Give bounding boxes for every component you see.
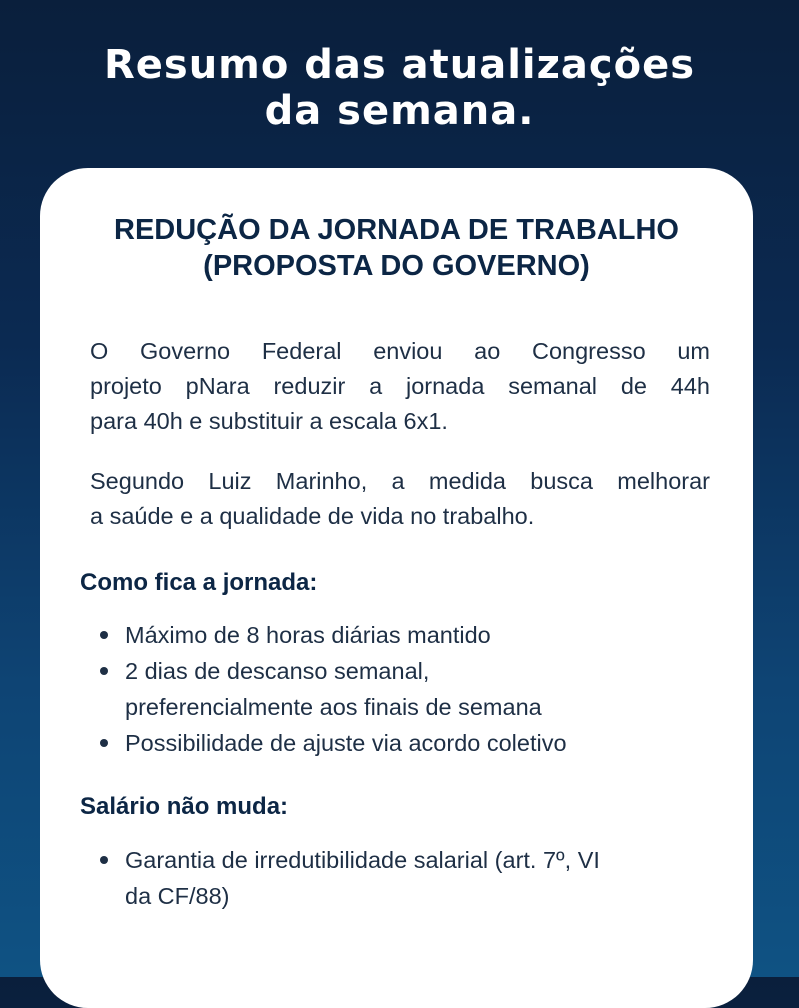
content-card <box>40 168 753 1008</box>
list-item-line: preferencialmente aos finais de semana <box>125 694 542 720</box>
list-item-line: 2 dias de descanso semanal, <box>125 658 430 684</box>
salario-bullet-list <box>90 842 710 914</box>
section-heading-salario: Salário não muda: <box>80 793 289 820</box>
list-item-line: Possibilidade de ajuste via acordo coletivo <box>125 730 567 756</box>
bullet-dot-icon <box>100 667 108 675</box>
section-heading-jornada: Como fica a jornada: <box>80 569 318 596</box>
bullet-dot-icon <box>100 856 108 864</box>
list-item-line: Garantia de irredutibilidade salarial (art. 7º, VI <box>125 847 600 873</box>
card-title <box>40 212 753 284</box>
list-item-line: da CF/88) <box>125 883 230 909</box>
list-item <box>90 725 710 761</box>
bullet-dot-icon <box>100 739 108 747</box>
paragraph-line: para 40h e substituir a escala 6x1. <box>90 408 448 434</box>
list-item-line: Máximo de 8 horas diárias mantido <box>125 622 491 648</box>
list-item <box>90 617 710 653</box>
page-title-line-2: da semana. <box>264 88 535 134</box>
paragraph-line: projeto pNara reduzir a jornada semanal de 44h <box>90 373 710 399</box>
card-title-line-2: (PROPOSTA DO GOVERNO) <box>203 250 590 282</box>
bullet-dot-icon <box>100 631 108 639</box>
quote-paragraph <box>90 464 710 534</box>
card-title-line-1: REDUÇÃO DA JORNADA DE TRABALHO <box>114 214 679 246</box>
paragraph-line: a saúde e a qualidade de vida no trabalho. <box>90 503 535 529</box>
list-item <box>90 653 710 725</box>
paragraph-line: Segundo Luiz Marinho, a medida busca melhorar <box>90 468 710 494</box>
page-title-line-1: Resumo das atualizações <box>103 42 696 88</box>
jornada-bullet-list <box>90 617 710 761</box>
paragraph-line: O Governo Federal enviou ao Congresso um <box>90 338 710 364</box>
intro-paragraph <box>90 334 710 439</box>
page-title <box>0 42 799 134</box>
list-item <box>90 842 710 914</box>
